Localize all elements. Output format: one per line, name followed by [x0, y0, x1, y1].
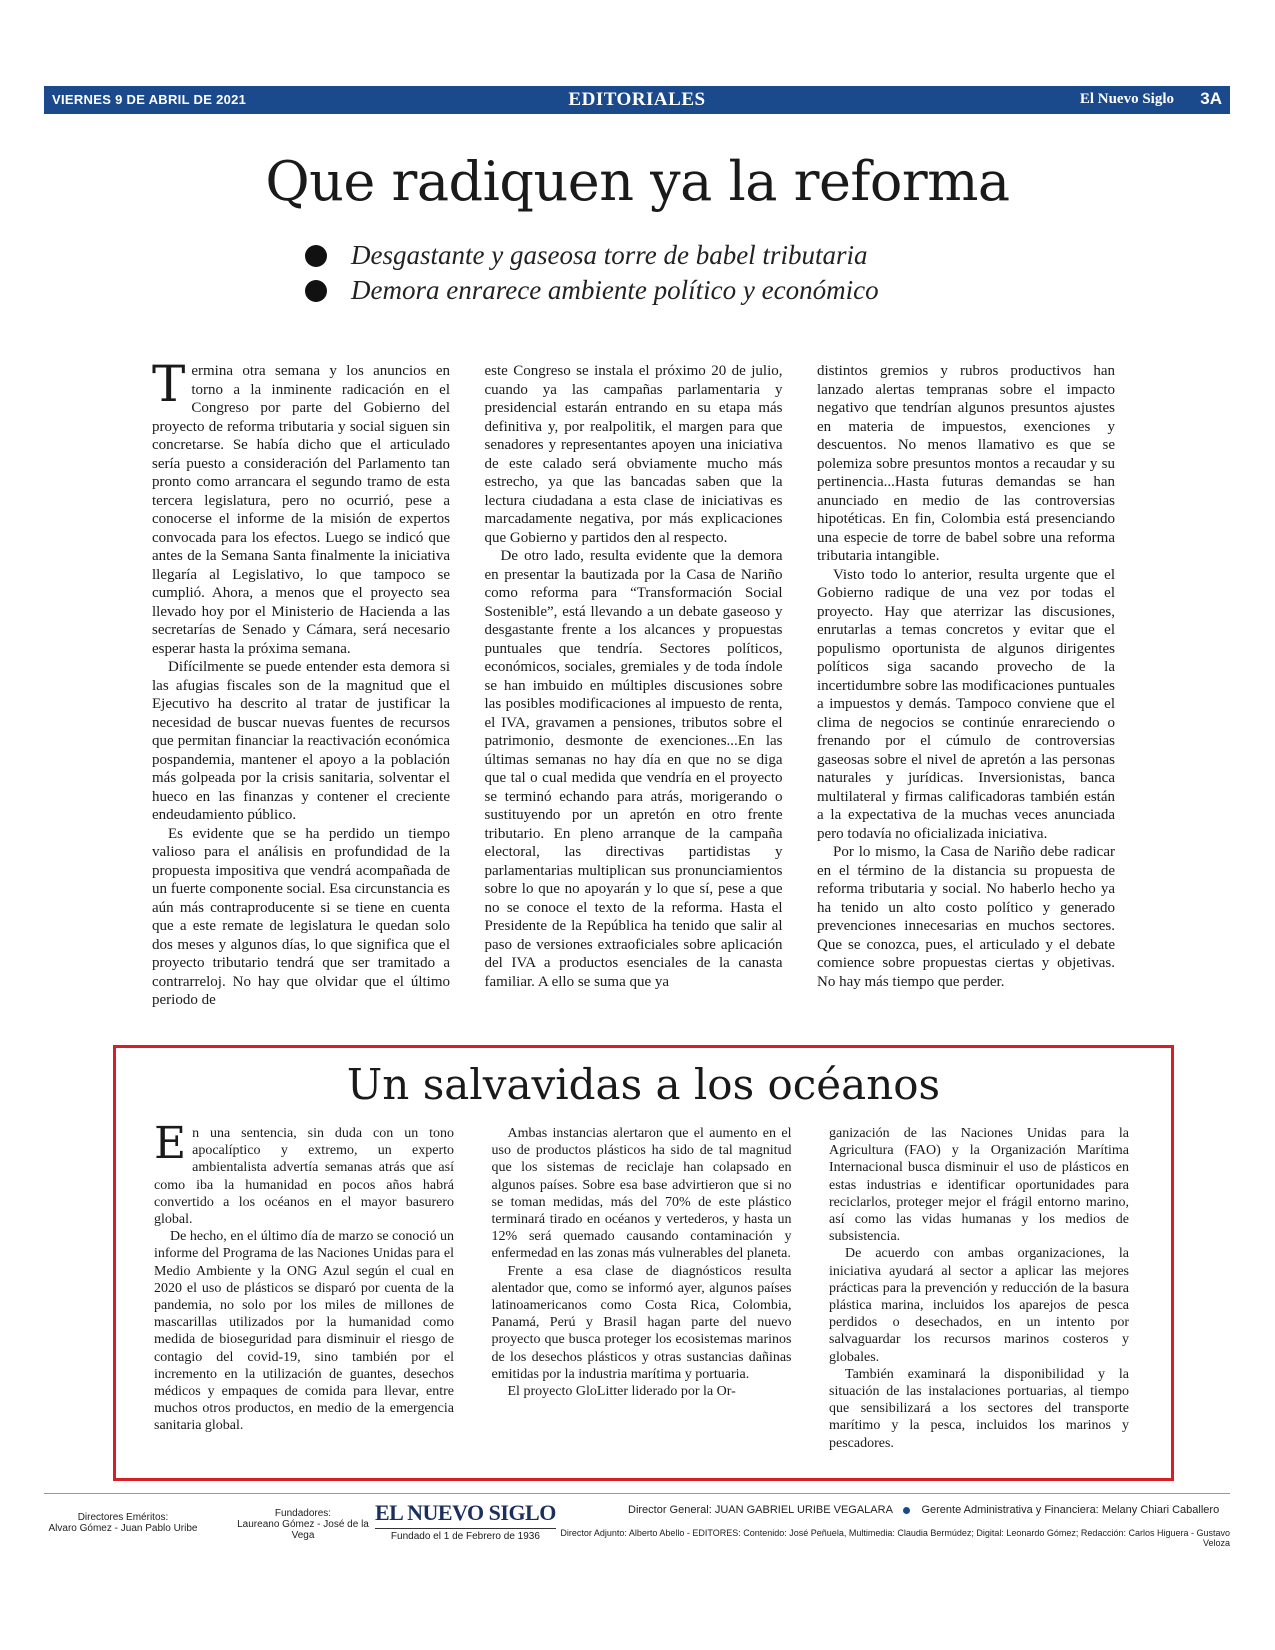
footer-directores [48, 1512, 198, 1534]
directores-names: Alvaro Gómez - Juan Pablo Uribe [48, 1523, 198, 1534]
editorial-2-headline: Un salvavidas a los océanos [346, 1060, 941, 1109]
subhead-text: Demora enrarece ambiente político y económico [351, 275, 879, 305]
paragraph: este Congreso se instala el próximo 20 de julio, cuando ya las campañas parlamentaria y presidencial estarán entrando en su etapa más definitiva y, por realpolitik, el margen para que senadores y representantes apoyen una iniciativa de este calado será obviamente mucho más estrecho, ya que las bancadas saben que la lectura ciudadana a esta clase de iniciativas es marcadamente negativa, por más explicaciones que Gobierno y partidos den al respecto. [484, 363, 783, 546]
fundadores-names: Laureano Gómez - José de la Vega [237, 1519, 369, 1541]
gerente-label: Gerente Administrativa y Financiera: [921, 1504, 1099, 1516]
newspaper-name: El Nuevo Siglo [1079, 91, 1174, 107]
drop-cap: E [154, 1118, 187, 1169]
bullet-icon [305, 245, 327, 267]
paragraph: Es evidente que se ha perdido un tiempo valioso para el análisis en profundidad de la propuesta impositiva que vendrá acompañada de un fuerte componente social. Esa circunstancia es aún más contraproducente si se tiene en cuenta que a este remate de legislatura le quedan solo dos meses y algunos días, lo que significa que el proyecto tributario tendrá que ser tramitado a contrarreloj. No hay que olvidar que el último periodo de [152, 825, 450, 1008]
section-header-bar [44, 86, 1230, 114]
paragraph: Por lo mismo, la Casa de Nariño debe radicar en el término de la distancia su propuesta de reforma tributaria y social. No haberlo hecho ya ha tenido un alto costo político y generado prevenciones innecesarias en muchos sectores. Que se conozca, pues, el articulado y el debate comience sobre propuestas ciertas y objetivas. No hay más tiempo que perder. [817, 844, 1115, 990]
editorial-2-column-3 [829, 1125, 1129, 1475]
footer-divider [44, 1493, 1230, 1494]
subhead-text: Desgastante y gaseosa torre de babel tributaria [351, 240, 868, 270]
paragraph: El proyecto GloLitter liderado por la Or- [507, 1384, 736, 1400]
bullet-icon [305, 280, 327, 302]
subhead-item [305, 238, 879, 273]
paragraph: Difícilmente se puede entender esta demora si las afugias fiscales son de la magnitud que el Ejecutivo ha descrito al tratar de justificar la necesidad de buscar nuevas fuentes de recursos que permitan financiar la reactivación económica pospandemia, mantener el apoyo a la población más golpeada por la crisis sanitaria, solventar el hueco en las finanzas y contener el creciente endeudamiento público. [152, 659, 450, 823]
editorial-2-column-1 [154, 1118, 454, 1475]
editorial-1-column-2 [485, 362, 783, 1042]
directores-label: Directores Eméritos: [77, 1512, 169, 1523]
paragraph: Ambas instancias alertaron que el aumento en el uso de productos plásticos ha sido de tal magnitud que los sistemas de reciclaje han colapsado en algunos países. Sobre esa base advirtieron que si no se toman medidas, más del 70% de este plástico terminará tirado en océanos y vertederos, y hasta un 12% será quemado causando contaminación y enfermedad en las zonas más vulnerables del planeta. [491, 1126, 792, 1262]
footer-credits: Director Adjunto: Alberto Abello - EDITORES: Contenido: José Peñuela, Multimedia: Claudia Bermúdez; Digital: Leonardo Gómez; Redacción: Carlos Higuera - Gustavo Veloza [560, 1528, 1230, 1548]
editorial-1-headline: Que radiquen ya la reforma [265, 150, 1010, 213]
editorial-2-box [113, 1045, 1174, 1481]
editorial-1-column-3 [817, 362, 1115, 1042]
paragraph [154, 1118, 454, 1228]
paragraph: También examinará la disponibilidad y la situación de las instalaciones portuarias, al tiempo que sensibilizará a los sectores del transporte marítimo y la pesca, incluidos los marinos y pescadores. [829, 1366, 1129, 1451]
drop-cap: T [152, 355, 186, 413]
paragraph: De hecho, en el último día de marzo se conoció un informe del Programa de las Naciones Unidas para el Medio Ambiente y la ONG Azul según el cual en 2020 el uso de plásticos se disparó por cuenta de la pandemia, no solo por los miles de millones de mascarillas utilizados por la humanidad como medida de bioseguridad para disminuir el riesgo de contagio del covid-19, sino también por el incremento en la utilización de guantes, desechos médicos y empaques de comida para llevar, entre muchos otros productos, en medio de la emergencia sanitaria global. [154, 1229, 454, 1434]
paragraph: De acuerdo con ambas organizaciones, la iniciativa ayudará al sector a aplicar las mejores prácticas para la prevención y reducción de la basura plástica marina, incluidos los aparejos de pesca perdidos o desechados, en un intento por salvaguardar los recursos marinos costeros y globales. [829, 1246, 1129, 1365]
paragraph: Frente a esa clase de diagnósticos resulta alentador que, como se informó ayer, algunos países latinoamericanos como Costa Rica, Colombia, Panamá, Perú y Brasil hagan parte del nuevo proyecto que busca proteger los ecosistemas marinos de los desechos plásticos y otras sustancias dañinas emitidas por la industria marítima y portuaria. [491, 1263, 792, 1382]
issue-date: VIERNES 9 DE ABRIL DE 2021 [52, 92, 247, 107]
editorial-1-column-1 [152, 355, 450, 1042]
editorial-2-body [154, 1118, 1129, 1475]
founding-date: Fundado el 1 de Febrero de 1936 [390, 1531, 540, 1542]
fundadores-label: Fundadores: [274, 1508, 332, 1519]
paragraph: De otro lado, resulta evidente que la demora en presentar la bautizada por la Casa de Nariño como reforma para “Transformación Social Sostenible”, está llevando a un debate gaseoso y desgastante frente a los alcances y propuestas puntuales que tendría. Sectores políticos, económicos, sociales, gremiales y de toda índole se han imbuido en múltiples discusiones sobre las posibles modificaciones al impuesto de renta, el IVA, gravamen a pensiones, tributos sobre el patrimonio, desmonte de exenciones...En las últimas semanas no hay día en que no se diga que tal o cual medida que vendría en el proyecto se terminó echando para atrás, morigerando o sustituyendo por un apretón en otro frente tributario. En pleno arranque de la campaña electoral, las directivas partidistas y parlamentarias multiplican sus pronunciamientos sobre lo que no apoyarán y lo que sí, pese a que no se conoce el texto de la reforma. Hasta el Presidente de la República ha tenido que salir al paso de versiones extraoficiales sobre aplicación del IVA a productos esenciales de la canasta familiar. A ello se suma que ya [484, 548, 783, 990]
editorial-1-subheads [305, 238, 879, 308]
separator-dot-icon [903, 1507, 910, 1514]
paragraph [152, 355, 450, 658]
footer-fundadores [228, 1508, 378, 1541]
paragraph-text: n una sentencia, sin duda con un tono apocalíptico y extremo, un experto ambientalista advertía semanas atrás que así como iba la humanidad en pocos años habrá convertido a los océanos en el mayor basurero global. [154, 1126, 454, 1228]
newspaper-logo: EL NUEVO SIGLO [375, 1500, 556, 1529]
editorial-2-column-2 [492, 1125, 792, 1475]
gerente-name: Melany Chiari Caballero [1101, 1504, 1220, 1516]
page-number: 3A [1200, 89, 1222, 108]
section-title: EDITORIALES [568, 89, 706, 110]
paragraph: ganización de las Naciones Unidas para la Agricultura (FAO) y la Organización Marítima Internacional busca disminuir el uso de plásticos en estas industrias e identificar oportunidades para reciclarlos, proteger mejor el frágil entorno marino, así como las vidas humanas y los medios de subsistencia. [829, 1126, 1129, 1245]
footer-logo-block [375, 1500, 556, 1542]
paragraph: Visto todo lo anterior, resulta urgente que el Gobierno radique de una vez por todas el proyecto. Hay que aterrizar las discusiones, enrutarlas a temas concretos y evitar que el populismo oportunista de algunos dirigentes políticos siga sacando provecho de la incertidumbre sobre las modificaciones puntuales a impuestos y demás. Tampoco conviene que el clima de negocios se continúe enrareciendo o frenando por el cúmulo de controversias gaseosas sobre el nivel de apretón a las personas naturales y jurídicas. Inversionistas, banca multilateral y firmas calificadoras también están a la expectativa de la muchas veces anunciada pero todavía no oficializada iniciativa. [817, 566, 1115, 842]
paragraph: distintos gremios y rubros productivos han lanzado alertas tempranas sobre el impacto negativo que tendrían algunos presuntos ajustes en materia de impuestos, exenciones y descuentos. No menos llamativo es que se polemiza sobre presuntos montos a recaudar y su pertinencia...Hasta futuras demandas se han anunciado en medio de las controversias hipotéticas. En fin, Colombia está presenciando una especie de torre de babel sobre una reforma tributaria intangible. [817, 363, 1115, 564]
director-general-name: JUAN GABRIEL URIBE VEGALARA [714, 1504, 893, 1516]
director-general-label: Director General: [628, 1504, 712, 1516]
subhead-item [305, 273, 879, 308]
editorial-1-body [152, 355, 1115, 1042]
paragraph-text: ermina otra semana y los anuncios en torno a la inminente radicación en el Congreso por parte del Gobierno del proyecto de reforma tributaria y social siguen sin concretarse. Se había dicho que el articulado sería puesto a consideración del Parlamento tan pronto como arrancara el segundo tramo de esta tercera legislatura, pero no ocurrió, pese a conocerse el informe de la misión de expertos convocada para los efectos. Luego se indicó que antes de la Semana Santa finalmente la iniciativa llegaría al Legislativo, lo que tampoco se cumplió. Ahora, a menos que el proyecto sea llevado hoy por el Ministerio de Hacienda a las secretarías de Senado y Cámara, será necesario esperar hasta la próxima semana. [152, 363, 450, 657]
footer-staff-line [628, 1504, 1219, 1516]
